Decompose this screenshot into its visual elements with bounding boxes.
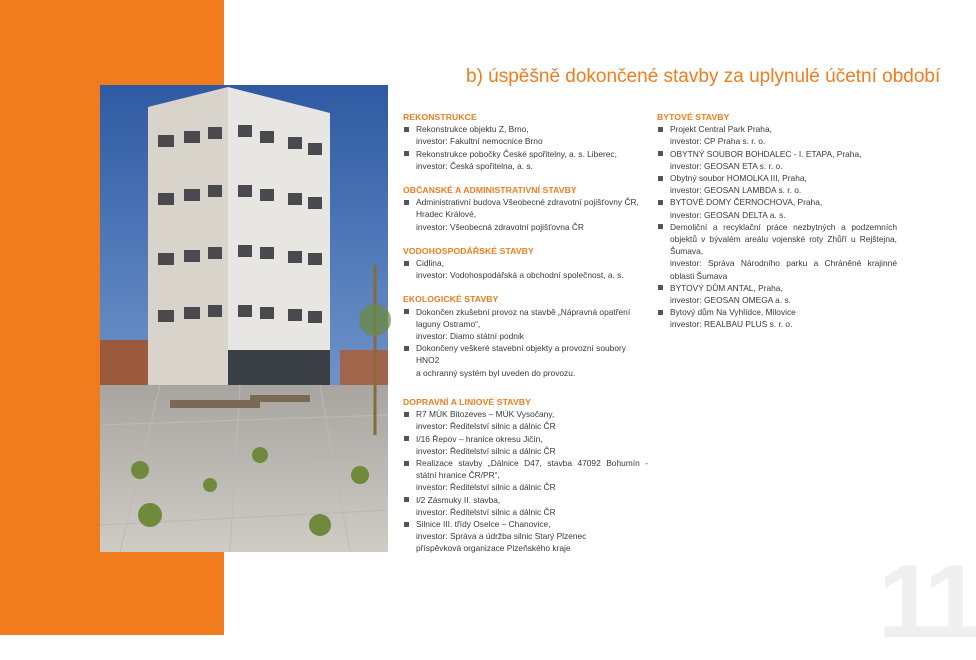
section-heading: REKONSTRUKCE [403, 112, 477, 122]
list-item-detail: investor: Správa Národního parku a Chráněné krajinné oblasti Šumava [670, 258, 897, 281]
section-heading: BYTOVÉ STAVBY [657, 112, 730, 122]
list-item: Dokončeny veškeré stavební objekty a provozní soubory HNO2 [403, 342, 643, 366]
bottom-column [403, 396, 648, 567]
list-item-detail: investor: Ředitelství silnic a dálnic ČR [416, 421, 556, 432]
list-item-detail: investor: Správa a údržba silnic Starý Plzenec [416, 531, 587, 542]
section [403, 293, 643, 378]
list-item: Realizace stavby „Dálnice D47, stavba 47092 Bohumín - státní hranice ČR/PR“, [403, 457, 648, 481]
list-item: Demoliční a recyklační práce nezbytných a podzemních objektů v bývalém areálu vojenské roty Zhůří u Rejštejna, Šumava, [657, 221, 897, 258]
list-item: Administrativní budova Všeobecné zdravotní pojišťovny ČR, [403, 196, 643, 208]
list-item-detail: investor: GEOSAN DELTA a. s. [670, 209, 786, 220]
left-column [403, 111, 643, 391]
list-item-detail: investor: REALBAU PLUS s. r. o. [670, 319, 793, 330]
list-item: Bytový dům Na Vyhlídce, Milovice [657, 306, 897, 318]
list-item: Projekt Central Park Praha, [657, 123, 897, 135]
list-item: OBYTNÝ SOUBOR BOHDALEC - I. ETAPA, Praha, [657, 148, 897, 160]
section-heading: DOPRAVNÍ A LINIOVÉ STAVBY [403, 397, 531, 407]
page-number: 11 [878, 544, 976, 660]
section-heading: VODOHOSPODÁŘSKÉ STAVBY [403, 245, 534, 256]
section [403, 184, 643, 233]
building-photo [100, 85, 388, 552]
page-title: b) úspěšně dokončené stavby za uplynulé účetní období [466, 66, 941, 87]
section [403, 111, 643, 172]
section-heading: EKOLOGICKÉ STAVBY [403, 294, 499, 305]
list-item-detail: příspěvková organizace Plzeňského kraje [416, 543, 571, 554]
list-item-detail: a ochranný systém byl uveden do provozu. [416, 367, 576, 378]
list-item-detail: investor: Fakultní nemocnice Brno [416, 136, 543, 147]
list-item-detail: investor: Vodohospodářská a obchodní společnost, a. s. [416, 270, 624, 281]
list-item-detail: Hradec Králové, [416, 209, 477, 220]
list-item: Obytný soubor HOMOLKA III, Praha, [657, 172, 897, 184]
list-item-detail: investor: GEOSAN ETA s. r. o. [670, 160, 783, 171]
list-item-detail: investor: Česká spořitelna, a. s. [416, 160, 533, 171]
list-item: I/16 Řepov – hranice okresu Jičín, [403, 433, 648, 445]
list-item-detail: investor: Ředitelství silnic a dálnic ČR [416, 506, 556, 517]
list-item-detail: investor: Ředitelství silnic a dálnic ČR [416, 482, 556, 493]
list-item: Rekonstrukce objektu Z, Brno, [403, 123, 643, 135]
list-item: Dokončen zkušební provoz na stavbě „Nápravná opatření [403, 306, 643, 318]
section [657, 111, 897, 331]
list-item: BYTOVÉ DOMY ČERNOCHOVA, Praha, [657, 196, 897, 208]
list-item-detail: investor: Ředitelství silnic a dálnic ČR [416, 445, 556, 456]
section [403, 245, 643, 282]
list-item: R7 MÚK Bitozeves – MÚK Vysočany, [403, 408, 648, 420]
list-item-detail: investor: CP Praha s. r. o. [670, 136, 766, 147]
section [403, 396, 648, 555]
section-heading: OBČANSKÉ A ADMINISTRATIVNÍ STAVBY [403, 185, 577, 196]
right-column [657, 111, 897, 343]
list-item-detail: investor: Diamo státní podnik [416, 331, 524, 342]
list-item-detail: investor: GEOSAN LAMBDA s. r. o. [670, 185, 802, 196]
list-item: BYTOVÝ DŮM ANTAL, Praha, [657, 282, 897, 294]
list-item: Silnice III. třídy Oselce – Chanovice, [403, 518, 648, 530]
list-item: I/2 Zásmuky II. stavba, [403, 494, 648, 506]
list-item: Cidlina, [403, 257, 643, 269]
list-item-detail: investor: GEOSAN OMEGA a. s. [670, 295, 792, 306]
list-item: Rekonstrukce pobočky České spořitelny, a. s. Liberec, [403, 148, 643, 160]
list-item-detail: investor: Všeobecná zdravotní pojišťovna ČR [416, 221, 584, 232]
list-item-detail: laguny Ostramo“, [416, 318, 481, 329]
